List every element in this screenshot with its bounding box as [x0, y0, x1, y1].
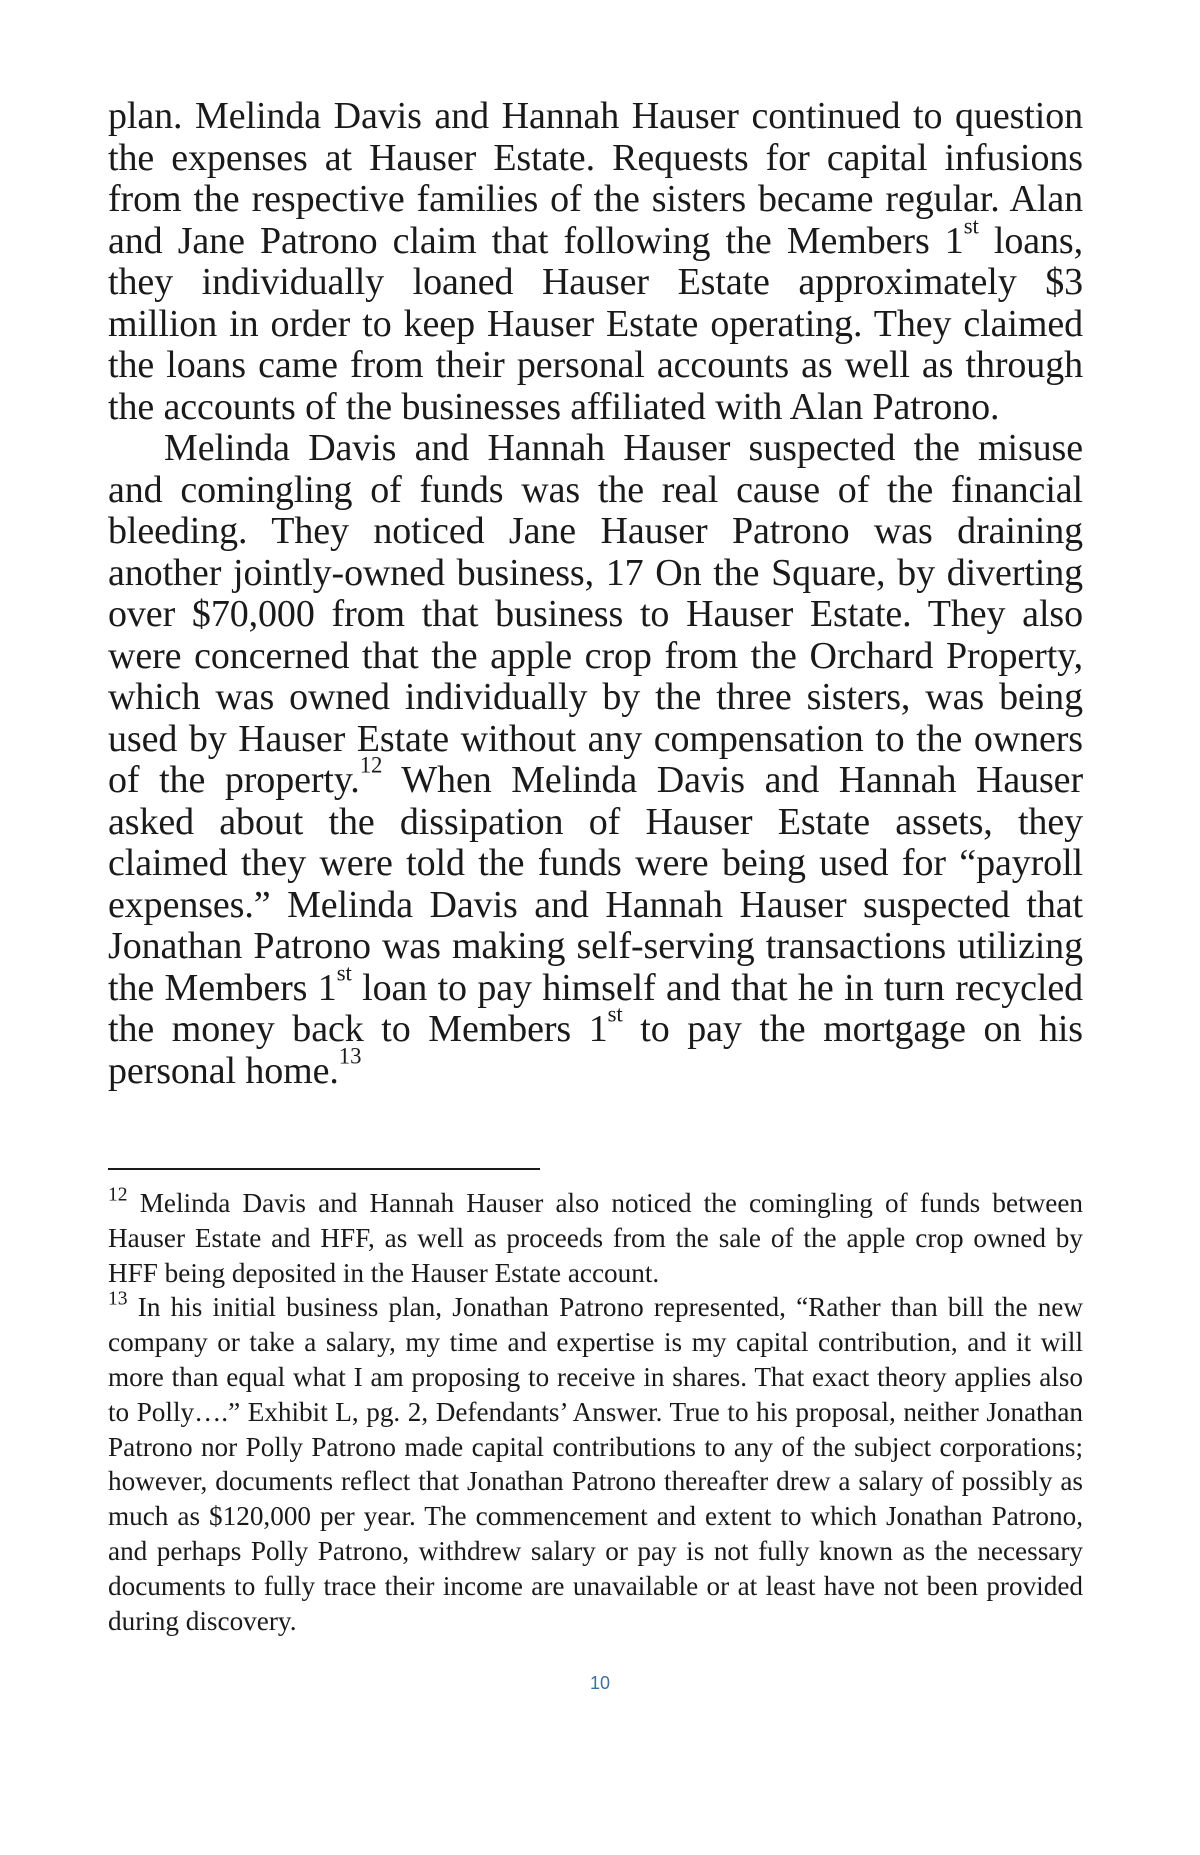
- footnote-13: [108, 1290, 1083, 1638]
- paragraph-1-text-a: plan. Melinda Davis and Hannah Hauser continued to question the expenses at Hauser Estate. Requests for capital infusions from the respective families of the sisters became regular. Alan and Jane Patrono claim that following the Members 1: [108, 95, 1083, 262]
- paragraph-2-text-d: to pay the mortgage on his personal home.: [108, 1008, 1083, 1092]
- footnote-divider: [108, 1168, 540, 1170]
- document-page: [108, 96, 1083, 1092]
- footnote-text: Melinda Davis and Hannah Hauser also noticed the comingling of funds between Hauser Estate and HFF, as well as proceeds from the sale of the apple crop owned by HFF being deposited in the Hauser Estate account.: [108, 1188, 1083, 1288]
- ordinal-suffix: st: [963, 213, 979, 239]
- paragraph-2-text-a: Melinda Davis and Hannah Hauser suspected the misuse and comingling of funds was the real cause of the financial bleeding. They noticed Jane Hauser Patrono was draining another jointly-owned business, 17 On the Square, by diverting over $70,000 from that business to Hauser Estate. They also were concerned that the apple crop from the Orchard Property, which was owned individually by the three sisters, was being used by Hauser Estate without any compensation to the owners of the property.: [108, 427, 1083, 801]
- ordinal-suffix: st: [607, 1001, 623, 1027]
- page-number: 10: [589, 1673, 611, 1693]
- footnote-12: [108, 1186, 1083, 1290]
- body-paragraph-2: [108, 428, 1083, 1092]
- footnote-number: 12: [108, 1184, 128, 1206]
- body-paragraph-1: [108, 96, 1083, 428]
- footnote-number: 13: [108, 1288, 128, 1310]
- footnote-ref-13[interactable]: 13: [338, 1043, 362, 1069]
- paragraph-1-text-b: loans, they individually loaned Hauser Estate approximately $3 million in order to keep Hauser Estate operating. They claimed the loans came from their personal accounts as well as through the accounts of the businesses affiliated with Alan Patrono.: [108, 219, 1083, 428]
- paragraph-2-text-c: loan to pay himself and that he in turn recycled the money back to Members 1: [108, 966, 1083, 1050]
- footnotes-section: [108, 1186, 1083, 1638]
- ordinal-suffix: st: [336, 960, 352, 986]
- footnote-text: In his initial business plan, Jonathan Patrono represented, “Rather than bill the new company or take a salary, my time and expertise is my capital contribution, and it will more than equal what I am proposing to receive in shares. That exact theory applies also to Polly….” Exhibit L, pg. 2, Defendants’ Answer. True to his proposal, neither Jonathan Patrono nor Polly Patrono made capital contributions to any of the subject corporations; however, documents reflect that Jonathan Patrono thereafter drew a salary of possibly as much as $120,000 per year. The commencement and extent to which Jonathan Patrono, and perhaps Polly Patrono, withdrew salary or pay is not fully known as the necessary documents to fully trace their income are unavailable or at least have not been provided during discovery.: [108, 1292, 1083, 1636]
- paragraph-2-text-b: When Melinda Davis and Hannah Hauser asked about the dissipation of Hauser Estate assets, they claimed they were told the funds were being used for “payroll expenses.” Melinda Davis and Hannah Hauser suspected that Jonathan Patrono was making self-serving transactions utilizing the Members 1: [108, 759, 1084, 1009]
- footnote-ref-12[interactable]: 12: [359, 752, 383, 778]
